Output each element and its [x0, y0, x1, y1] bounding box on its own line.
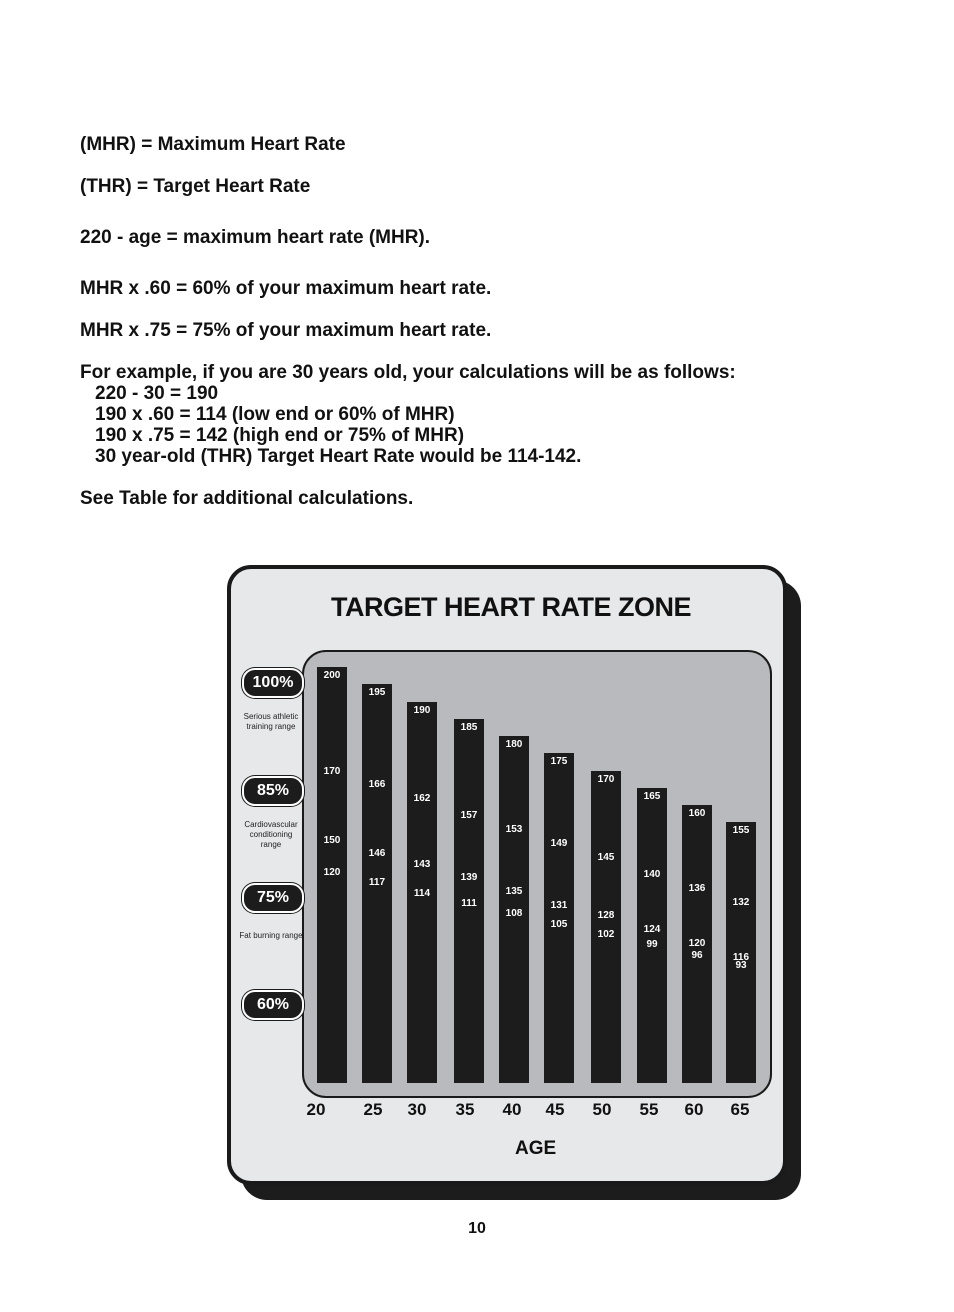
data-label: 116	[732, 951, 750, 963]
zone-description: Serious athletic training range	[243, 712, 299, 731]
data-label: 96	[691, 949, 703, 961]
data-label: 180	[505, 739, 523, 750]
data-label: 155	[732, 825, 750, 837]
data-label: 135	[505, 886, 523, 898]
data-label: 146	[368, 848, 386, 860]
x-tick-label: 25	[363, 1100, 383, 1119]
data-label: 185	[460, 721, 478, 733]
data-label: 200	[323, 670, 341, 681]
data-label: 99	[646, 939, 658, 951]
data-label: 131	[550, 900, 568, 912]
chart-title: TARGET HEART RATE ZONE	[331, 592, 691, 622]
data-label: 132	[732, 896, 750, 908]
data-label: 149	[550, 837, 568, 849]
data-label: 175	[550, 756, 568, 768]
zone-description: Fat burning range	[239, 931, 303, 940]
data-label: 140	[643, 869, 661, 880]
x-tick-label: 50	[592, 1100, 612, 1119]
zone-pill-60: 60%	[242, 990, 304, 1020]
bar-age-55	[637, 788, 667, 1083]
data-label: 157	[460, 810, 478, 822]
x-tick-label: 20	[306, 1100, 326, 1119]
data-label: 124	[643, 924, 661, 936]
example-line: 190 x .75 = 142 (high end or 75% of MHR)	[95, 425, 465, 446]
calc-75: MHR x .75 = 75% of your maximum heart rate.	[80, 320, 492, 341]
data-label: 170	[323, 765, 341, 777]
mhr-definition: (MHR) = Maximum Heart Rate	[80, 134, 346, 155]
x-tick-label: 65	[730, 1100, 750, 1119]
data-label: 120	[688, 938, 706, 949]
data-label: 195	[368, 687, 386, 699]
data-label: 105	[550, 918, 568, 930]
x-tick-label: 60	[684, 1100, 704, 1119]
example-line: 30 year-old (THR) Target Heart Rate would be 114-142.	[95, 446, 582, 467]
example-line: 190 x .60 = 114 (low end or 60% of MHR)	[95, 404, 455, 425]
data-label: 102	[597, 929, 615, 941]
calc-60: MHR x .60 = 60% of your maximum heart rate.	[80, 278, 492, 299]
data-label: 170	[597, 773, 615, 785]
data-label: 120	[323, 867, 341, 878]
data-label: 160	[688, 808, 706, 819]
x-tick-label: 40	[502, 1100, 522, 1119]
data-label: 108	[505, 908, 523, 920]
data-label: 136	[688, 882, 706, 894]
x-tick-label: 30	[407, 1100, 427, 1119]
data-label: 165	[643, 790, 661, 802]
data-label: 190	[413, 704, 431, 716]
zone-pill-85: 85%	[242, 776, 304, 806]
data-label: 111	[461, 898, 477, 910]
data-label: 153	[505, 824, 523, 836]
data-label: 93	[735, 960, 747, 972]
zone-pill-75: 75%	[242, 883, 304, 913]
example-intro: For example, if you are 30 years old, your calculations will be as follows:	[80, 362, 736, 383]
zone-pill-100: 100%	[242, 668, 304, 698]
data-label: 139	[460, 872, 478, 884]
bar-age-50	[591, 771, 621, 1084]
data-label: 128	[597, 910, 615, 922]
data-label: 114	[413, 887, 431, 899]
x-tick-label: 45	[545, 1100, 565, 1119]
example-line: 220 - 30 = 190	[95, 383, 219, 404]
data-label: 117	[368, 877, 386, 889]
x-tick-label: 55	[639, 1100, 659, 1119]
mhr-formula: 220 - age = maximum heart rate (MHR).	[80, 227, 431, 248]
x-tick-label: 35	[455, 1100, 475, 1119]
data-label: 145	[597, 851, 615, 863]
data-label: 162	[413, 793, 431, 805]
intro-text	[80, 134, 900, 509]
data-label: 143	[413, 858, 431, 870]
zone-description: Cardiovascular conditioning range	[244, 820, 298, 849]
x-axis-label: AGE	[515, 1138, 557, 1159]
data-label: 150	[323, 834, 341, 846]
data-label: 166	[368, 779, 386, 791]
see-table-note: See Table for additional calculations.	[80, 488, 414, 509]
page-number: 10	[468, 1220, 486, 1237]
thr-definition: (THR) = Target Heart Rate	[80, 176, 311, 197]
